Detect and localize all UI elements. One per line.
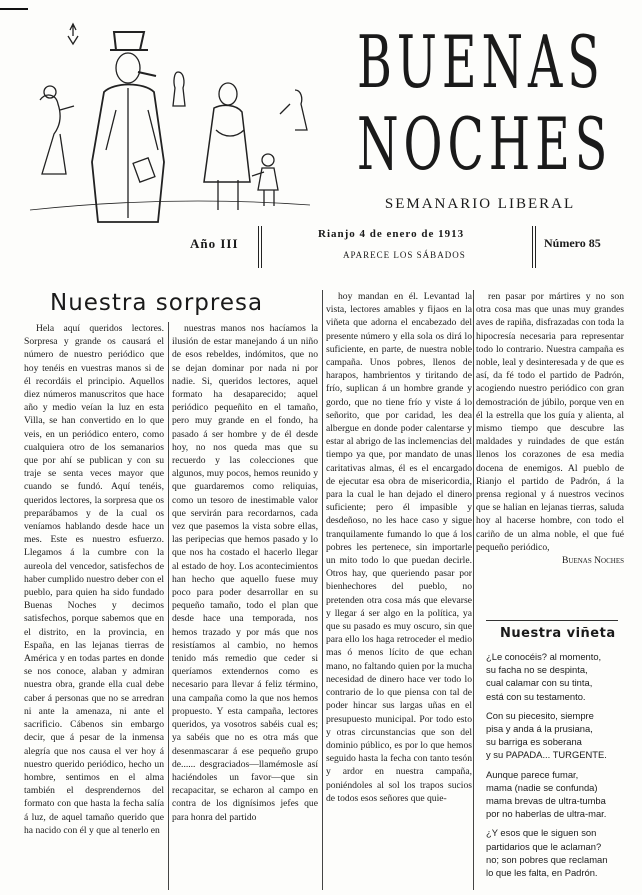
column-divider: [322, 290, 323, 890]
article-text: nuestras manos nos hacíamos la ilusión de estar manejando á un niño de esos rebeldes, indómitos, que no se dejan dominar por nada ni por nadie. Si, queridos lectores, aquel formato ha desaparecido; aquel periódico pequeñito en el tamaño, pero muy grande en el fondo, ha pasado á ser hombre y de él desde hoy, no nos queda mas que su recuerdo y las colecciones que algunos, muy pocos, hemos reunido y que guardaremos como reliquias, como un tesoro de inestimable valor que servirán para recordarnos, cada vez que pasemos la vista sobre ellas, las peripecias que hemos pasado y lo que nos ha costado el hacerlo llegar al estado de hoy. Los acontecimientos han hecho que aquello fuese muy poco para poder desarrollar en su pequeño tamaño, todo el plan que desde hace una temporada, nos hemos trazado y por más que nos resistíamos al cambio, no hemos tenido más remedio que ceder si queríamos extendernos como es necesario para llevar á feliz término, una campaña como la que nos hemos propuesto. Y esta campaña, lectores queridos, ya vosotros sabéis cual es; ya sabéis que no es otra más que desenmascarar á ese pequeño grupo de...... desgraciados—llamémosle así haciéndoles un favor—que sin recapacitar, se echaron al campo en contra de los dignísimos jefes que para honra del partido: [172, 323, 318, 823]
article-column-1: [24, 322, 164, 837]
masthead-subtitle: SEMANARIO LIBERAL: [384, 196, 576, 212]
article-signature: Buenas Noches: [561, 555, 624, 567]
issue-date: Rianjo 4 de enero de 1913: [318, 228, 465, 240]
info-divider: [532, 226, 533, 268]
poem-line: y su PAPADA... TURGENTE.: [486, 749, 607, 761]
masthead-title-line2: NOCHES: [357, 101, 613, 187]
article-column-4: [476, 290, 624, 567]
section-divider: [486, 620, 618, 621]
poem-line: lo que les falta, en Padrón.: [486, 867, 598, 879]
poem: [480, 650, 626, 885]
column-divider: [473, 290, 474, 890]
article-text: hoy mandan en él. Levantad la vista, lectores amables y fijaos en la viñeta que adorna el encabezado del presente número y ella sola os dirá lo suficiente, en parte, de nuestra noble campaña. Unos pobres, llenos de harapos, hambrientos y tiritando de frío, suplican á un hombre grande y gordo, que no tiene frío y viste á lo señorito, que por caridad, les dea albergue en donde poder calentarse y estar al abrigo de las inclemencias del tiempo ya que, por mandato de unas caritativas almas, él es el encargado de ejecutar esa obra de misericordia, para la cual le han dejado el dinero suficiente; pero él impasible y desdeñoso, no les hace caso y sigue tranquilamente fumando lo que á los pobres les pertenece, sin importarle un mito todo lo que puedan decirle. Otros hay, que queriendo pasar por bienhechores del pueblo, no pretenden otra cosa más que elevarse y llegar á ser algo en la política, ya que su pasado es muy oscuro, sin que para ello los haga retroceder el medio mas ó menos lícito de que echan mano, no faltando quien por la mucha necesidad de dinero hace ver todo lo contrario de lo que piensa con tal de poder hincar sus largas uñas en el presupuesto municipal. Por todo esto y otras circunstancias que son del dominio público, es por lo que hemos seguido hasta la fecha con tanto tesón y ardor en nuestra campaña, poniéndoles al sol los trapos sucios de todos esos señores que quie-: [326, 291, 472, 804]
poem-title: Nuestra viñeta: [500, 626, 616, 641]
poem-line: pisa y anda á la prusiana,: [486, 723, 593, 735]
poem-line: ¿Le conocéis? al momento,: [486, 651, 602, 662]
article-text: Hela aquí queridos lectores. Sorpresa y grande os causará el número de nuestro periódico que hoy tenéis en vuestras manos si de él recordáis el principio. Aquellos diez números manuscritos que hace año y medio veían la luz en esta Villa, se han convertido en lo que veis, en un periódico entero, como cualquiera otro de los semanarios que por ahí se publican y con su traje se senta veces mayor que cuando se fundó. Aquí tenéis, queridos lectores, la sorpresa que os preparábamos y de la cual os veníamos hablando desde hace un mes. Este es nuestro esfuerzo. Llegamos á la cumbre con la aureola del vencedor, satisfechos de haber cumplido nuestro deber con el pueblo, para quien ha sido fundado Buenas Noches y decimos satisfechos, porque sabemos que en el distrito, en la provincia, en España, en las lejanas tierras de América y en todas partes en donde se nos conoce, alaban y admiran nuestra obra, grande ella cual debe caber á personas que no se arredran ni ante la amenaza, ni ante el sacrificio. Cábenos sin embargo decir, que á pesar de la inmensa alegría que nos causa el ver hoy á nuestro querido periódico, hecho un hombre, sentimos en el alma también el desprendernos del formato con que hasta la fecha salía á luz, de aquel tamaño querido que ha nacido con él y que al tenerlo en: [24, 323, 164, 836]
info-divider: [261, 226, 262, 268]
info-divider: [258, 226, 259, 268]
masthead: [330, 19, 630, 213]
article-column-2: [172, 322, 318, 824]
poem-line: Aunque parece fumar,: [486, 768, 579, 780]
poem-line: ¿Y esos que le siguen son: [486, 827, 597, 839]
issue-schedule: APARECE LOS SÁBADOS: [343, 250, 466, 260]
poem-stanza: [480, 650, 626, 703]
poem-line: Con su piecesito, siempre: [486, 709, 594, 721]
issue-year: Año III: [190, 236, 239, 251]
article-title: Nuestra sorpresa: [50, 290, 264, 316]
poem-line: no; son pobres que reclaman: [486, 853, 608, 865]
poem-line: cual calamar con su tinta,: [486, 677, 593, 689]
poem-stanza: [480, 768, 626, 821]
article-text: ren pasar por mártires y no son otra cosa mas que unas muy grandes aves de rapiña, disfrazadas con toda la hipocresía necesaria para representar todo lo contrario. Nuestra campaña es noble, leal y desinteresada y de que es así, da fé todo el partido de Padrón, acogiendo nuestro periódico con gran demostración de júbilo, porque ven en él la estrella que los guía y alienta, al mismo tiempo que descubre las maldades y ruindades de que están llenos los corazones de esa media docena de enemigos. Al pueblo de Rianjo el partido de Padrón, á la prensa regional y á nuestros vecinos que se halian en lejanas tierras, saluda hoy al hacerse hombre, con todo el cariño de un alma noble, el que fué pequeño periódico,: [476, 291, 624, 553]
masthead-title-line1: BUENAS: [357, 19, 605, 105]
info-divider: [535, 226, 536, 268]
poem-line: mama brevas de ultra-tumba: [486, 795, 606, 807]
issue-info-bar: [178, 226, 628, 268]
poem-line: por no haberlas de ultra-mar.: [486, 808, 607, 820]
poem-line: está con su testamento.: [486, 690, 586, 702]
poem-stanza: [480, 709, 626, 762]
article-column-3: [326, 290, 472, 805]
issue-number: Número 85: [544, 236, 601, 250]
poem-line: partidarios que le aclaman?: [486, 840, 602, 852]
poem-line: su facha no se despinta,: [486, 664, 588, 676]
column-divider: [168, 322, 169, 890]
poem-line: su barriga es soberana: [486, 736, 582, 748]
poem-line: mama (nadie se confunda): [486, 781, 598, 793]
vignette-illustration: [20, 10, 320, 232]
poem-stanza: [480, 826, 626, 879]
